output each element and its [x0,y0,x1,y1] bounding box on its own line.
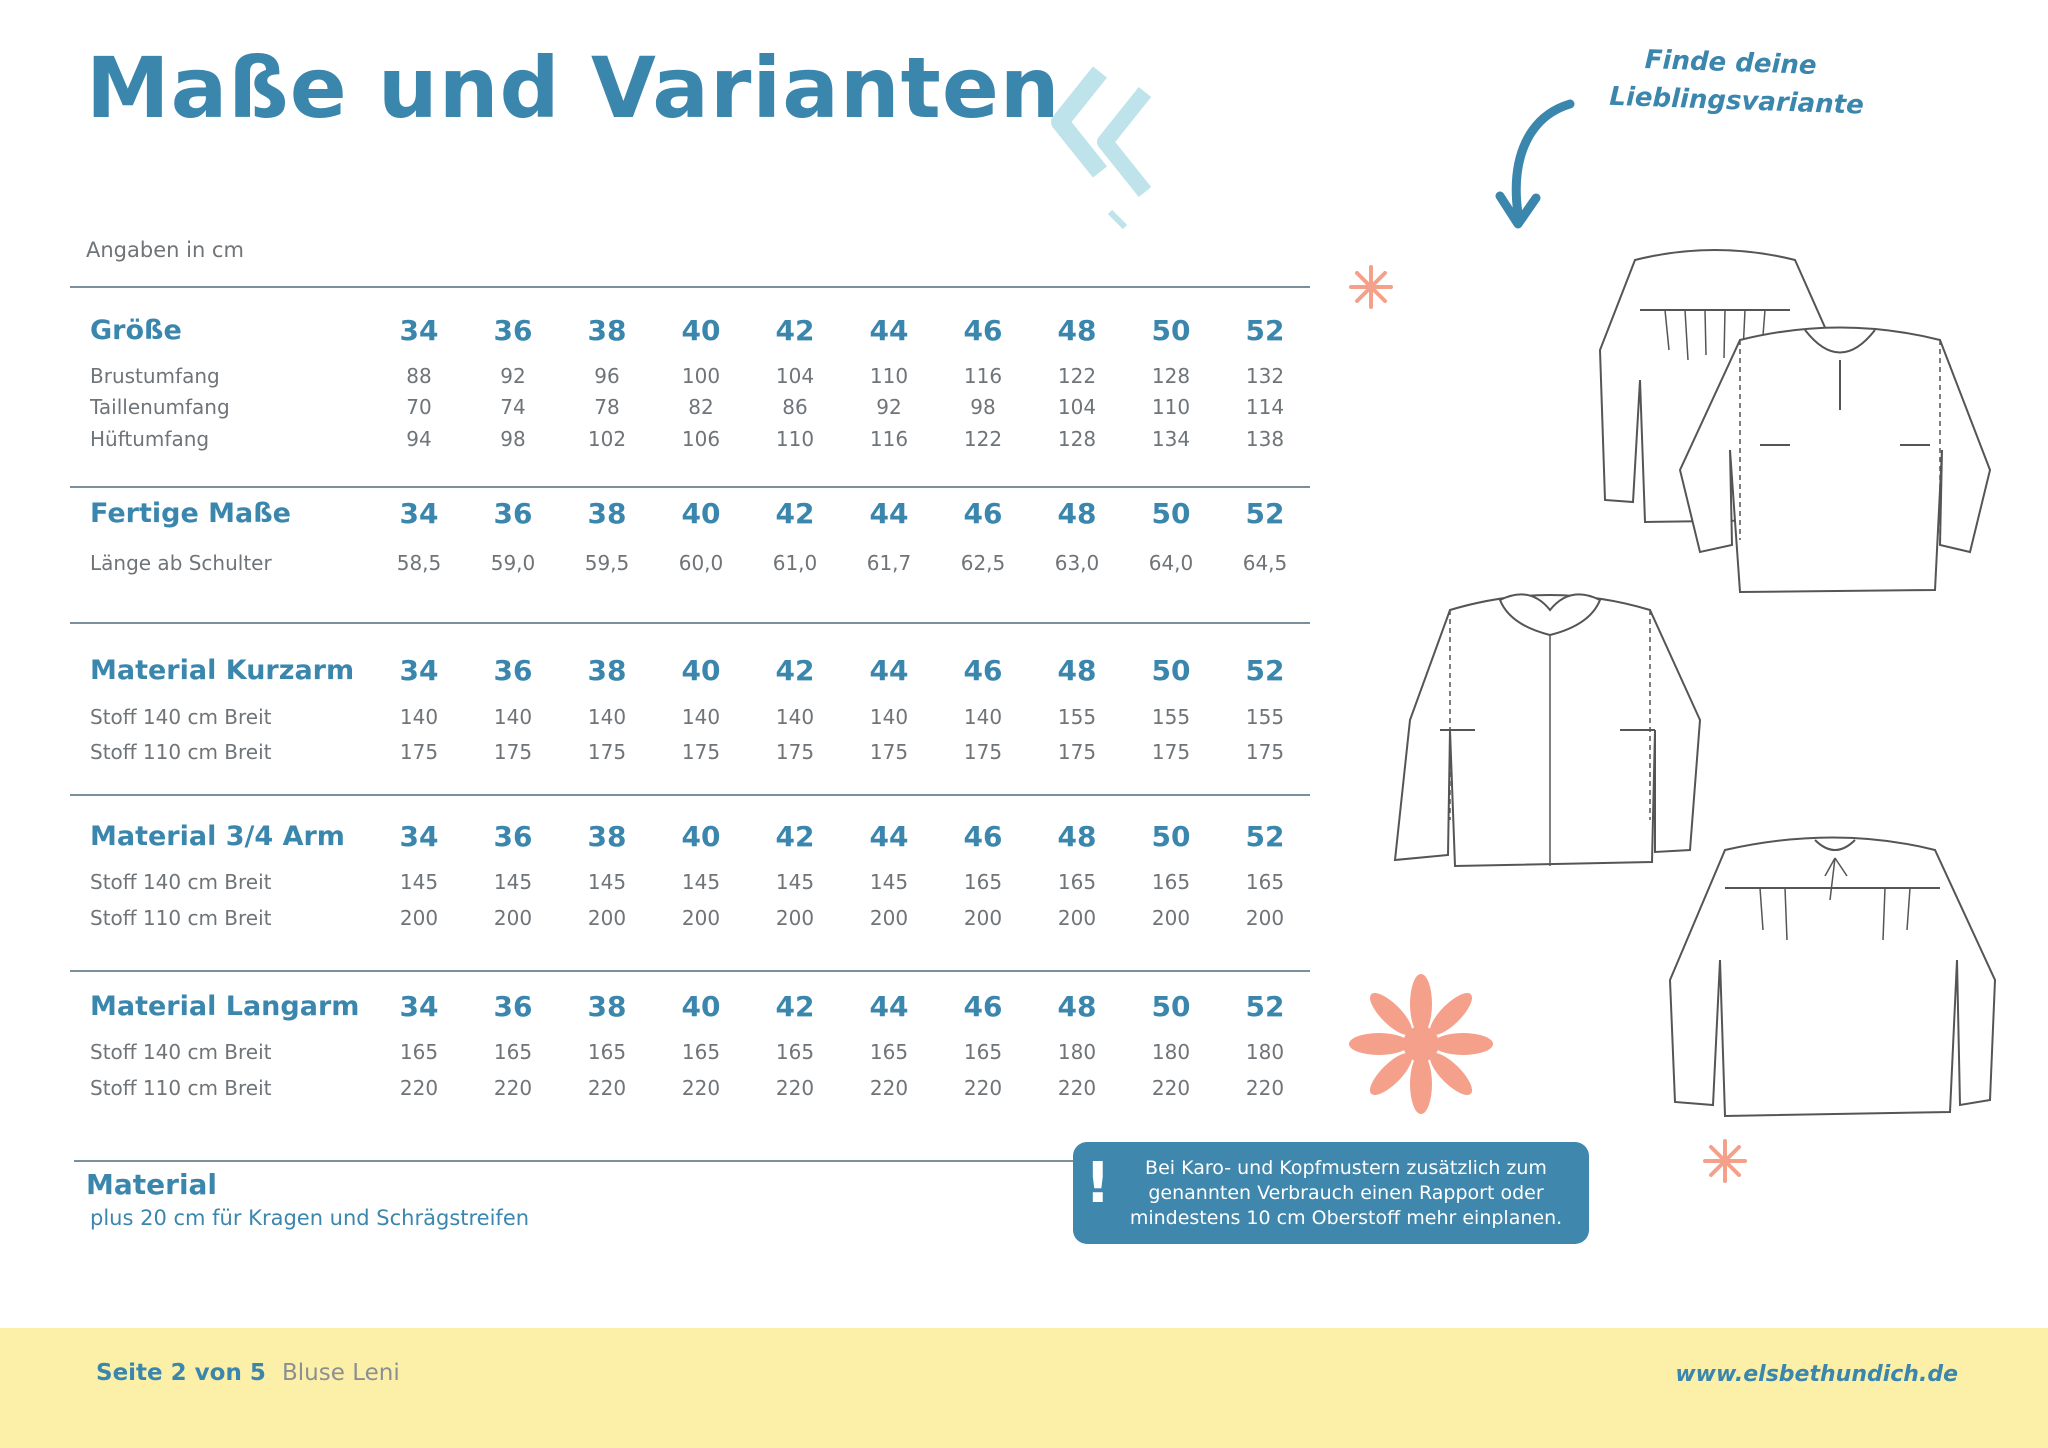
size-label: 44 [869,989,909,1023]
fabric-notice-box [1073,1142,1589,1244]
cell: 200 [1245,906,1285,930]
cell: 155 [1151,705,1191,729]
cell: 165 [1245,870,1285,894]
cell: 145 [587,870,627,894]
cell: 60,0 [678,551,724,575]
cell: 104 [1057,394,1097,419]
cell: 94 [406,427,432,451]
size-table [70,300,1312,1106]
cell: 200 [681,906,721,930]
row-label: Stoff 110 cm Breit [90,1076,272,1100]
cell: 145 [493,870,533,894]
size-label: 46 [963,989,1003,1023]
divider [74,1160,1084,1162]
cell: 220 [963,1076,1003,1100]
cell: 102 [587,427,627,451]
cell: 145 [399,870,439,894]
cell: 86 [782,394,808,419]
size-label: 42 [775,496,815,530]
table-row [70,698,1312,736]
cell: 220 [493,1076,533,1100]
size-label: 40 [681,819,721,853]
row-label: Stoff 110 cm Breit [90,906,272,930]
cell: 220 [1151,1076,1191,1100]
size-label: 38 [587,989,627,1023]
section-header-groesse [70,300,1312,360]
section-header-langarm [70,978,1312,1034]
row-label: Hüftumfang [90,427,210,451]
cell: 200 [399,906,439,930]
cell: 134 [1151,427,1191,451]
row-label: Stoff 110 cm Breit [90,740,272,764]
chevron-decoration-icon [1050,62,1170,232]
cell: 175 [1245,740,1285,764]
size-label: 46 [963,496,1003,530]
cell: 110 [775,427,815,451]
size-label: 34 [399,496,439,530]
cell: 122 [963,427,1003,451]
cell: 200 [1151,906,1191,930]
cell: 175 [1151,740,1191,764]
cell: 132 [1245,363,1285,388]
section-header-fertige-masse [70,486,1312,540]
cell: 165 [1151,870,1191,894]
cell: 140 [587,705,627,729]
cell: 200 [963,906,1003,930]
handwritten-note-line: Lieblingsvariante [1608,81,1865,121]
size-label: 36 [493,496,533,530]
handwritten-note-line: Finde deine [1644,45,1818,81]
cell: 165 [963,1040,1003,1064]
cell: 98 [500,427,526,451]
cell: 200 [587,906,627,930]
units-note: Angaben in cm [86,238,244,262]
size-label: 48 [1057,653,1097,687]
table-row [70,900,1312,936]
cell: 74 [500,394,526,419]
exclamation-icon: ! [1085,1151,1111,1216]
cell: 220 [587,1076,627,1100]
size-label: 48 [1057,819,1097,853]
table-row [70,360,1312,391]
section-heading: Material 3/4 Arm [90,820,345,852]
size-label: 44 [869,653,909,687]
cell: 62,5 [960,551,1006,575]
size-label: 36 [493,819,533,853]
cell: 220 [1245,1076,1285,1100]
cell: 104 [775,363,815,388]
size-label: 52 [1245,313,1285,347]
handwritten-note [1608,40,1865,124]
size-label: 38 [587,653,627,687]
cell: 165 [493,1040,533,1064]
row-label: Stoff 140 cm Breit [90,870,272,894]
size-label: 34 [399,313,439,347]
cell: 145 [681,870,721,894]
cell: 63,0 [1054,551,1100,575]
size-label: 46 [963,313,1003,347]
cell: 175 [775,740,815,764]
cell: 175 [869,740,909,764]
size-label: 50 [1151,989,1191,1023]
cell: 175 [493,740,533,764]
cell: 200 [493,906,533,930]
cell: 140 [493,705,533,729]
cell: 165 [1057,870,1097,894]
cell: 220 [775,1076,815,1100]
cell: 200 [1057,906,1097,930]
table-row [70,864,1312,900]
material-heading: Material [86,1168,218,1201]
cell: 70 [406,394,432,419]
size-label: 46 [963,819,1003,853]
section-heading: Material Langarm [90,990,360,1022]
cell: 122 [1057,363,1097,388]
section-heading: Material Kurzarm [90,654,355,686]
notice-text: Bei Karo- und Kopfmustern zusätzlich zum genannten Verbrauch einen Rapport oder mindestens 10 cm Oberstoff mehr einplanen. [1129,1157,1563,1229]
row-label: Länge ab Schulter [90,551,272,575]
size-label: 52 [1245,819,1285,853]
size-label: 52 [1245,496,1285,530]
size-label: 50 [1151,313,1191,347]
flower-icon [1700,1136,1750,1186]
table-row [70,1034,1312,1070]
table-row [70,391,1312,422]
size-label: 44 [869,313,909,347]
cell: 140 [775,705,815,729]
size-label: 40 [681,653,721,687]
size-label: 36 [493,313,533,347]
cell: 180 [1151,1040,1191,1064]
cell: 128 [1151,363,1191,388]
cell: 165 [681,1040,721,1064]
size-label: 42 [775,989,815,1023]
cell: 200 [775,906,815,930]
table-row [70,736,1312,768]
cell: 116 [869,427,909,451]
material-note: plus 20 cm für Kragen und Schrägstreifen [90,1206,530,1230]
cell: 114 [1245,394,1285,419]
blouse-illustration-collar [1390,570,1710,880]
cell: 140 [869,705,909,729]
cell: 92 [876,394,902,419]
size-label: 42 [775,653,815,687]
size-label: 40 [681,313,721,347]
flower-icon [1356,974,1486,1114]
size-label: 38 [587,313,627,347]
cell: 155 [1057,705,1097,729]
flower-icon [1346,262,1396,312]
size-label: 38 [587,496,627,530]
size-label: 44 [869,496,909,530]
size-label: 48 [1057,496,1097,530]
cell: 61,0 [772,551,818,575]
cell: 78 [594,394,620,419]
footer-band [0,1328,2048,1448]
size-label: 40 [681,496,721,530]
blouse-illustration-bow [1665,830,2005,1120]
cell: 88 [406,363,432,388]
size-label: 52 [1245,989,1285,1023]
cell: 140 [963,705,1003,729]
page-number: Seite 2 von 5 [96,1360,266,1386]
cell: 138 [1245,427,1285,451]
cell: 175 [963,740,1003,764]
section-heading: Größe [90,314,182,346]
cell: 200 [869,906,909,930]
table-row [70,1070,1312,1106]
cell: 59,5 [584,551,630,575]
cell: 61,7 [866,551,912,575]
size-label: 36 [493,653,533,687]
size-label: 46 [963,653,1003,687]
size-label: 48 [1057,313,1097,347]
cell: 165 [963,870,1003,894]
website-link[interactable]: www.elsbethundich.de [1675,1362,1958,1387]
size-label: 42 [775,313,815,347]
table-row [70,540,1312,586]
size-label: 36 [493,989,533,1023]
size-label: 40 [681,989,721,1023]
row-label: Taillenumfang [90,394,230,419]
cell: 92 [500,363,526,388]
cell: 64,5 [1242,551,1288,575]
cell: 165 [399,1040,439,1064]
cell: 59,0 [490,551,536,575]
size-label: 50 [1151,653,1191,687]
cell: 106 [681,427,721,451]
size-label: 34 [399,819,439,853]
cell: 82 [688,394,714,419]
page-title: Maße und Varianten [86,39,1061,137]
cell: 145 [869,870,909,894]
cell: 145 [775,870,815,894]
section-header-kurzarm [70,642,1312,698]
cell: 165 [869,1040,909,1064]
cell: 96 [594,363,620,388]
divider [70,286,1310,288]
section-heading: Fertige Maße [90,497,291,529]
cell: 180 [1245,1040,1285,1064]
cell: 64,0 [1148,551,1194,575]
row-label: Stoff 140 cm Breit [90,1040,272,1064]
size-label: 34 [399,989,439,1023]
cell: 98 [970,394,996,419]
size-label: 42 [775,819,815,853]
cell: 140 [681,705,721,729]
size-label: 50 [1151,496,1191,530]
cell: 220 [869,1076,909,1100]
cell: 220 [399,1076,439,1100]
size-label: 50 [1151,819,1191,853]
cell: 128 [1057,427,1097,451]
row-label: Stoff 140 cm Breit [90,705,272,729]
cell: 175 [681,740,721,764]
cell: 58,5 [396,551,442,575]
cell: 180 [1057,1040,1097,1064]
blouse-illustration-front [1680,320,2000,600]
row-label: Brustumfang [90,363,220,388]
cell: 155 [1245,705,1285,729]
cell: 165 [587,1040,627,1064]
section-header-dreiviertelarm [70,808,1312,864]
table-row [70,422,1312,456]
size-label: 44 [869,819,909,853]
cell: 110 [869,363,909,388]
size-label: 52 [1245,653,1285,687]
cell: 140 [399,705,439,729]
cell: 165 [775,1040,815,1064]
cell: 175 [1057,740,1097,764]
document-name: Bluse Leni [282,1360,400,1386]
cell: 175 [587,740,627,764]
cell: 220 [1057,1076,1097,1100]
cell: 175 [399,740,439,764]
cell: 220 [681,1076,721,1100]
size-label: 34 [399,653,439,687]
size-label: 38 [587,819,627,853]
cell: 110 [1151,394,1191,419]
curved-arrow-icon [1490,96,1580,236]
size-label: 48 [1057,989,1097,1023]
cell: 100 [681,363,721,388]
cell: 116 [963,363,1003,388]
